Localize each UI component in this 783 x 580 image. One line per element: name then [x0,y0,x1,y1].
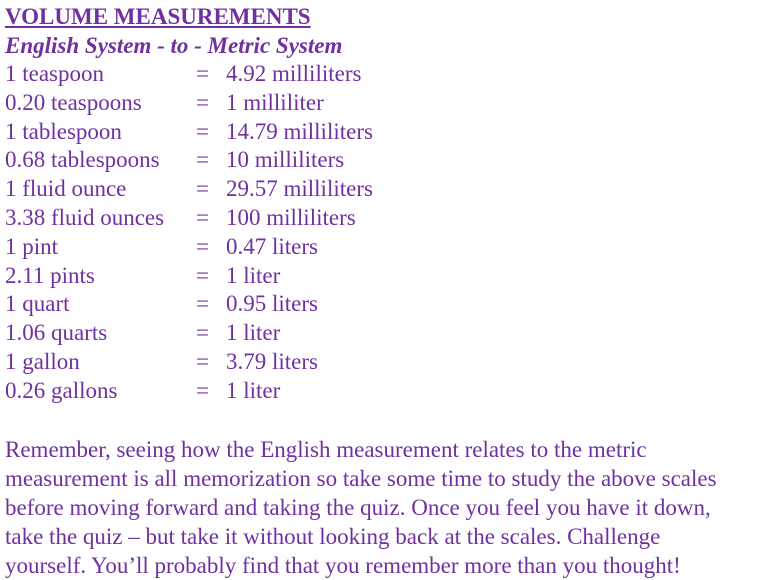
metric-unit: 29.57 milliliters [226,176,373,202]
conversion-row [5,290,781,319]
equals-sign: = [196,176,209,202]
english-unit: 0.68 tablespoons [5,147,160,173]
equals-sign: = [196,377,209,403]
metric-unit: 10 milliliters [226,147,345,173]
metric-unit: 1 liter [226,377,281,403]
english-unit: 0.20 teaspoons [5,89,142,115]
note-line: take the quiz – but take it without looking back at the scales. Challenge [5,523,661,549]
document-page [5,3,781,580]
conversion-table [5,60,781,406]
equals-sign: = [196,348,209,374]
metric-unit: 100 milliliters [226,204,356,230]
metric-unit: 14.79 milliliters [226,118,373,144]
conversion-row [5,204,781,233]
metric-unit: 3.79 liters [226,348,318,374]
conversion-row [5,118,781,147]
english-unit: 3.38 fluid ounces [5,204,165,230]
conversion-row [5,348,781,377]
note-line: before moving forward and taking the quiz. Once you feel you have it down, [5,494,711,520]
equals-sign: = [196,320,209,346]
equals-sign: = [196,204,209,230]
conversion-row [5,377,781,406]
english-unit: 2.11 pints [5,262,95,288]
equals-sign: = [196,147,209,173]
conversion-row [5,262,781,291]
study-note [5,435,781,580]
english-unit: 1 teaspoon [5,61,105,86]
conversion-row [5,233,781,262]
conversion-row [5,175,781,204]
conversion-row [5,60,781,89]
page-title: VOLUME MEASUREMENTS [5,4,311,29]
note-line: yourself. You’ll probably find that you remember more than you thought! [5,552,681,578]
equals-sign: = [196,291,209,317]
metric-unit: 1 liter [226,320,281,346]
equals-sign: = [196,89,209,115]
english-unit: 1 gallon [5,348,80,374]
conversion-row [5,319,781,348]
metric-unit: 1 liter [226,262,281,288]
conversion-row [5,146,781,175]
metric-unit: 4.92 milliliters [226,61,362,86]
note-line: Remember, seeing how the English measurement relates to the metric [5,436,647,462]
note-line: measurement is all memorization so take some time to study the above scales [5,465,717,491]
english-unit: 1 tablespoon [5,118,122,144]
english-unit: 1.06 quarts [5,320,108,346]
english-unit: 1 quart [5,291,70,317]
metric-unit: 0.47 liters [226,233,318,259]
conversion-row [5,89,781,118]
equals-sign: = [196,262,209,288]
equals-sign: = [196,118,209,144]
metric-unit: 1 milliliter [226,89,324,115]
metric-unit: 0.95 liters [226,291,318,317]
equals-sign: = [196,233,209,259]
equals-sign: = [196,61,209,86]
english-unit: 1 pint [5,233,59,259]
page-subtitle: English System - to - Metric System [5,33,343,58]
english-unit: 1 fluid ounce [5,176,127,202]
english-unit: 0.26 gallons [5,377,118,403]
